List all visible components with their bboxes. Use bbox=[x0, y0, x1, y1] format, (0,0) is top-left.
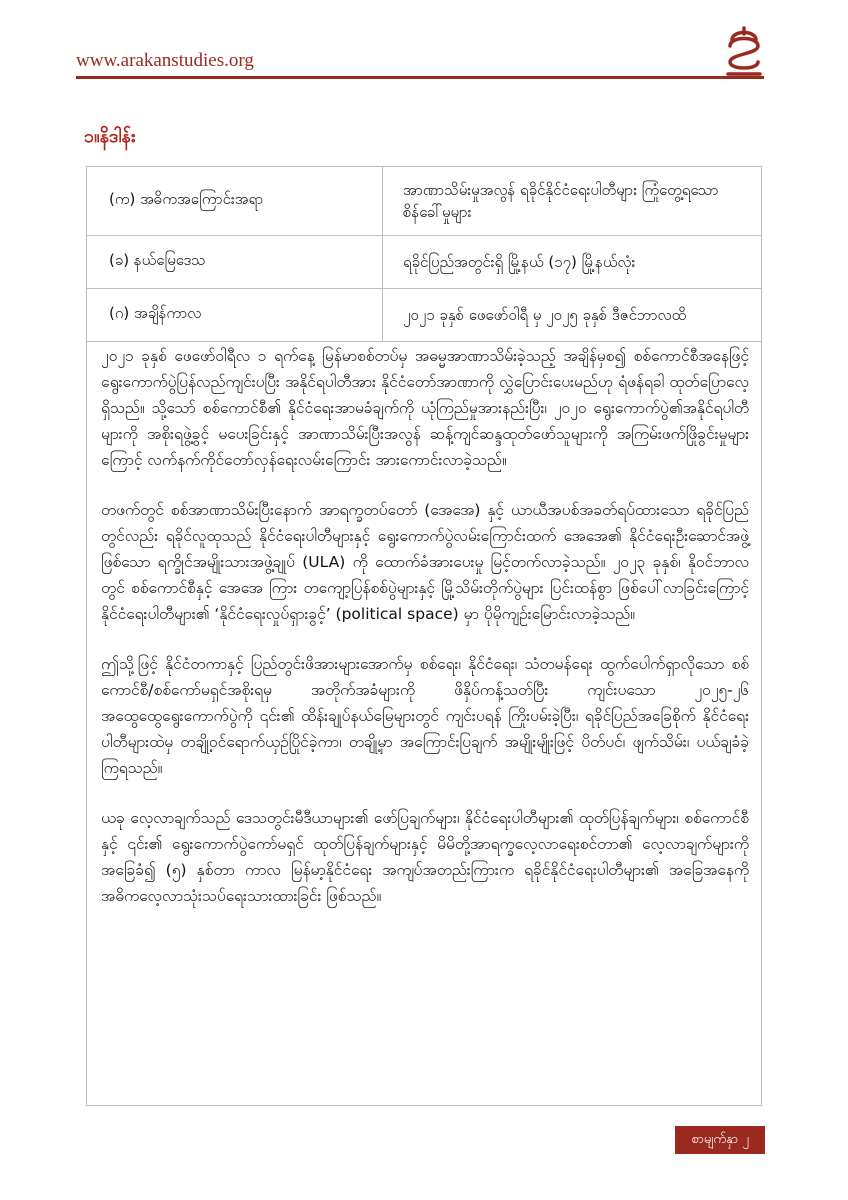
section-title: ၁။နိဒါန်း bbox=[84, 126, 136, 147]
info-value: ၂၀၂၁ ခုနှစ် ဖေဖော်ဝါရီ မှ ၂၀၂၅ ခုနှစ် ဒီဇင်ဘာလထိ bbox=[383, 289, 762, 342]
info-row-area bbox=[87, 236, 761, 289]
header-divider bbox=[76, 76, 764, 79]
paragraph: ဤသို့ဖြင့် နိုင်ငံတကာနှင့် ပြည်တွင်းဖိအားများအောက်မှ စစ်ရေး၊ နိုင်ငံရေး၊ သံတမန်ရေး ထွက်ပေါက်ရှာလိုသော စစ်ကောင်စီ/စစ်ကော်မရှင်အစိုးရမှ အတိုက်အခံများကို ဖိနှိပ်ကန့်သတ်ပြီး ကျင်းပသော ၂၀၂၅-၂၆ အထွေထွေရွေးကောက်ပွဲကို ၎င်း၏ ထိန်းချုပ်နယ်မြေများတွင် ကျင်းပရန် ကြိုးပမ်းခဲ့ပြီး၊ ရခိုင်ပြည်အခြေစိုက် နိုင်ငံရေးပါတီများထဲမှ တချို့ဝင်ရောက်ယှဉ်ပြိုင်ခဲ့ကာ၊ တချို့မှာ အကြောင်းပြချက် အမျိုးမျိုးဖြင့် ပိတ်ပင်၊ ဖျက်သိမ်း၊ ပယ်ချခံခဲ့ကြရသည်။ bbox=[101, 655, 749, 777]
paragraph: ယခု လေ့လာချက်သည် ဒေသတွင်းမီဒီယာများ၏ ဖော်ပြချက်များ၊ နိုင်ငံရေးပါတီများ၏ ထုတ်ပြန်ချက်များ၊ စစ်ကောင်စီနှင့် ၎င်း၏ ရွေးကောက်ပွဲကော်မရှင် ထုတ်ပြန်ချက်များနှင့် မိမိတို့အာရက္ခလေ့လာရေးစင်တာ၏ လေ့လာချက်များကို အခြေခံ၍ (၅) နှစ်တာ ကာလ မြန်မာ့နိုင်ငံရေး အကျပ်အတည်းကြားက ရခိုင်နိုင်ငံရေးပါတီများ၏ အခြေအနေကို အဓိကလေ့လာသုံးသပ်ရေးသားထားခြင်း ဖြစ်သည်။ bbox=[101, 809, 749, 905]
info-value: အာဏာသိမ်းမှုအလွန် ရခိုင်နိုင်ငံရေးပါတီများ ကြုံတွေ့ရသော စိန်ခေါ်မှုများ bbox=[383, 167, 762, 236]
info-key: (ခ) နယ်မြေဒေသ bbox=[87, 236, 383, 289]
info-key: (ဂ) အချိန်ကာလ bbox=[87, 289, 383, 342]
page-number-badge: စာမျက်နှာ ၂ bbox=[675, 1126, 765, 1154]
site-url: www.arakanstudies.org bbox=[76, 50, 254, 71]
content-box bbox=[86, 166, 762, 1106]
info-key: (က) အဓိကအကြောင်းအရာ bbox=[87, 167, 383, 236]
info-table bbox=[87, 167, 761, 342]
info-value: ရခိုင်ပြည်အတွင်းရှိ မြို့နယ် (၁၇) မြို့နယ်လုံး bbox=[383, 236, 762, 289]
info-row-topic bbox=[87, 167, 761, 236]
body-text bbox=[101, 343, 749, 933]
arakan-studies-logo-icon bbox=[722, 24, 766, 80]
paragraph: ၂၀၂၁ ခုနှစ် ဖေဖော်ဝါရီလ ၁ ရက်နေ့ မြန်မာစစ်တပ်မှ အဓမ္မအာဏာသိမ်းခဲ့သည့် အချိန်မှစ၍ စစ်ကောင်စီအနေဖြင့် ရွေးကောက်ပွဲပြန်လည်ကျင်းပပြီး အနိုင်ရပါတီအား နိုင်ငံတော်အာဏာကို လွှဲပြောင်းပေးမည်ဟု ရံဖန်ရခါ ထုတ်ပြောလေ့ရှိသည်။ သို့သော် စစ်ကောင်စီ၏ နိုင်ငံရေးအာမခံချက်ကို ယုံကြည်မှုအားနည်းပြီး၊ ၂၀၂၀ ရွေးကောက်ပွဲ၏အနိုင်ရပါတီများကို အစိုးရဖွဲ့ခွင့် မပေးခြင်းနှင့် အာဏာသိမ်းပြီးအလွန် ဆန့်ကျင်ဆန္ဒထုတ်ဖော်သူများကို အကြမ်းဖက်ဖြိုခွင်းမှုများကြောင့် လက်နက်ကိုင်တော်လှန်ရေးလမ်းကြောင်း အားကောင်းလာခဲ့သည်။ bbox=[101, 347, 749, 469]
paragraph: တဖက်တွင် စစ်အာဏာသိမ်းပြီးနောက် အာရက္ခတပ်တော် (အေအေ) နှင့် ယာယီအပစ်အခတ်ရပ်ထားသော ရခိုင်ပြည်တွင်လည်း ရခိုင်လူထုသည် နိုင်ငံရေးပါတီများနှင့် ရွေးကောက်ပွဲလမ်းကြောင်းထက် အေအေ၏ နိုင်ငံရေးဦးဆောင်အဖွဲ့ဖြစ်သော ရက္ခိုင်အမျိုးသားအဖွဲ့ချုပ် (ULA) ကို ထောက်ခံအားပေးမှု မြင့်တက်လာခဲ့သည်။ ၂၀၂၃ ခုနှစ်၊ နိုဝင်ဘာလတွင် စစ်ကောင်စီနှင့် အေအေ ကြား တကျော့ပြန်စစ်ပွဲများနှင့် မြို့သိမ်းတိုက်ပွဲများ ပြင်းထန်စွာ ဖြစ်ပေါ်လာခြင်းကြောင့် နိုင်ငံရေးပါတီများ၏ ‘နိုင်ငံရေးလှုပ်ရှားခွင့်’ (political space) မှာ ပိုမိုကျဉ်းမြောင်းလာခဲ့သည်။ bbox=[101, 501, 749, 623]
info-row-period bbox=[87, 289, 761, 342]
